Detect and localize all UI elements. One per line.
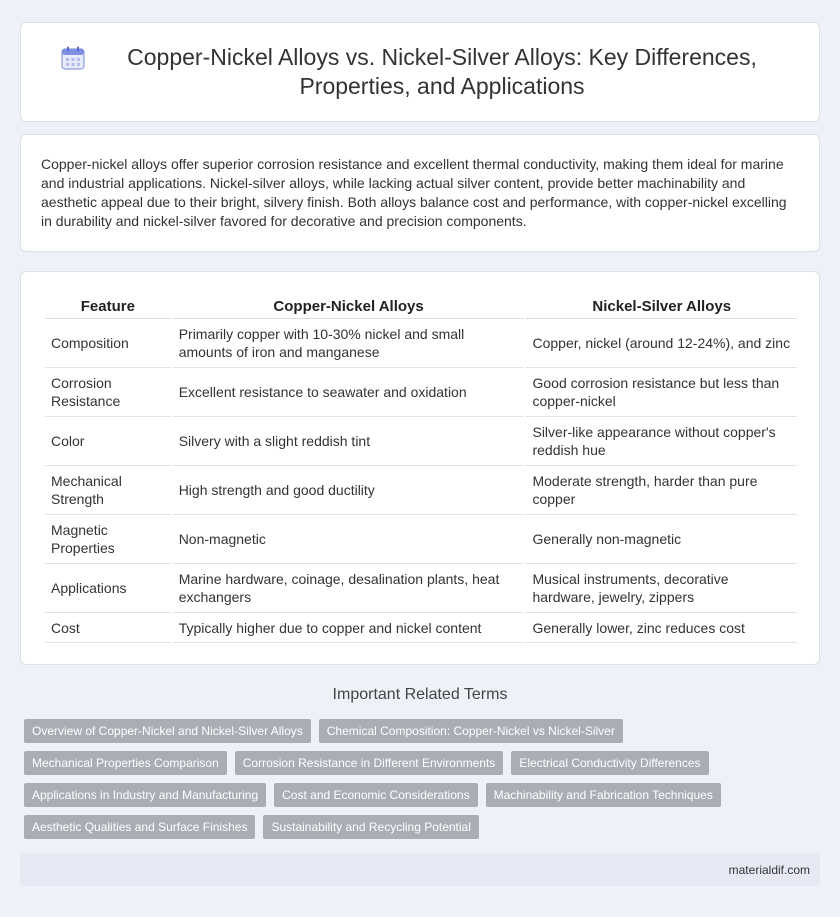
header-nickel-silver: Nickel-Silver Alloys	[526, 294, 797, 319]
feature-cell: Cost	[45, 613, 171, 643]
copper-nickel-cell: Marine hardware, coinage, desalination plants, heat exchangers	[173, 564, 525, 613]
nickel-silver-cell: Moderate strength, harder than pure copper	[526, 466, 797, 515]
table-row	[45, 613, 797, 643]
feature-cell: Corrosion Resistance	[45, 368, 171, 417]
copper-nickel-cell: Excellent resistance to seawater and oxidation	[173, 368, 525, 417]
related-term-tag[interactable]: Machinability and Fabrication Techniques	[486, 783, 721, 807]
nickel-silver-cell: Generally non-magnetic	[526, 515, 797, 564]
table-row	[45, 466, 797, 515]
related-term-tag[interactable]: Chemical Composition: Copper-Nickel vs Nickel-Silver	[319, 719, 623, 743]
summary-text: Copper-nickel alloys offer superior corrosion resistance and excellent thermal conductivity, making them ideal for marine and industrial applications. Nickel-silver alloys, while lacking actual silver content, provide better machinability and aesthetic appeal due to their bright, silvery finish. Both alloys balance cost and performance, with copper-nickel excelling in durability and nickel-silver favored for decorative and precision components.	[41, 156, 787, 229]
copper-nickel-cell: High strength and good ductility	[173, 466, 525, 515]
feature-cell: Magnetic Properties	[45, 515, 171, 564]
table-header-row	[45, 294, 797, 319]
footer-site-link[interactable]: materialdif.com	[728, 863, 810, 877]
related-term-tag[interactable]: Mechanical Properties Comparison	[24, 751, 227, 775]
related-term-tag[interactable]: Applications in Industry and Manufacturing	[24, 783, 266, 807]
related-term-tag[interactable]: Corrosion Resistance in Different Environments	[235, 751, 504, 775]
nickel-silver-cell: Copper, nickel (around 12-24%), and zinc	[526, 319, 797, 368]
table-row	[45, 564, 797, 613]
table-row	[45, 319, 797, 368]
table-row	[45, 515, 797, 564]
related-term-tag[interactable]: Aesthetic Qualities and Surface Finishes	[24, 815, 255, 839]
related-terms-heading: Important Related Terms	[332, 686, 508, 703]
copper-nickel-cell: Non-magnetic	[173, 515, 525, 564]
related-terms-list	[24, 719, 784, 847]
nickel-silver-cell: Silver-like appearance without copper's reddish hue	[526, 417, 797, 466]
copper-nickel-cell: Primarily copper with 10-30% nickel and small amounts of iron and manganese	[173, 319, 525, 368]
copper-nickel-cell: Typically higher due to copper and nickel content	[173, 613, 525, 643]
footer-bar	[20, 853, 820, 886]
feature-cell: Applications	[45, 564, 171, 613]
page-title: Copper-Nickel Alloys vs. Nickel-Silver Alloys: Key Differences, Properties, and Applications	[127, 44, 757, 99]
summary-card	[20, 134, 820, 252]
related-term-tag[interactable]: Sustainability and Recycling Potential	[263, 815, 478, 839]
table-row	[45, 417, 797, 466]
nickel-silver-cell: Generally lower, zinc reduces cost	[526, 613, 797, 643]
header-feature: Feature	[45, 294, 171, 319]
copper-nickel-cell: Silvery with a slight reddish tint	[173, 417, 525, 466]
header-copper-nickel: Copper-Nickel Alloys	[173, 294, 525, 319]
related-term-tag[interactable]: Overview of Copper-Nickel and Nickel-Silver Alloys	[24, 719, 311, 743]
feature-cell: Composition	[45, 319, 171, 368]
nickel-silver-cell: Good corrosion resistance but less than copper-nickel	[526, 368, 797, 417]
feature-cell: Color	[45, 417, 171, 466]
calendar-icon	[60, 45, 86, 71]
feature-cell: Mechanical Strength	[45, 466, 171, 515]
header-card	[20, 22, 820, 122]
related-term-tag[interactable]: Electrical Conductivity Differences	[511, 751, 708, 775]
comparison-table-card	[20, 271, 820, 665]
comparison-table	[43, 294, 799, 643]
related-term-tag[interactable]: Cost and Economic Considerations	[274, 783, 477, 807]
nickel-silver-cell: Musical instruments, decorative hardware, jewelry, zippers	[526, 564, 797, 613]
table-row	[45, 368, 797, 417]
